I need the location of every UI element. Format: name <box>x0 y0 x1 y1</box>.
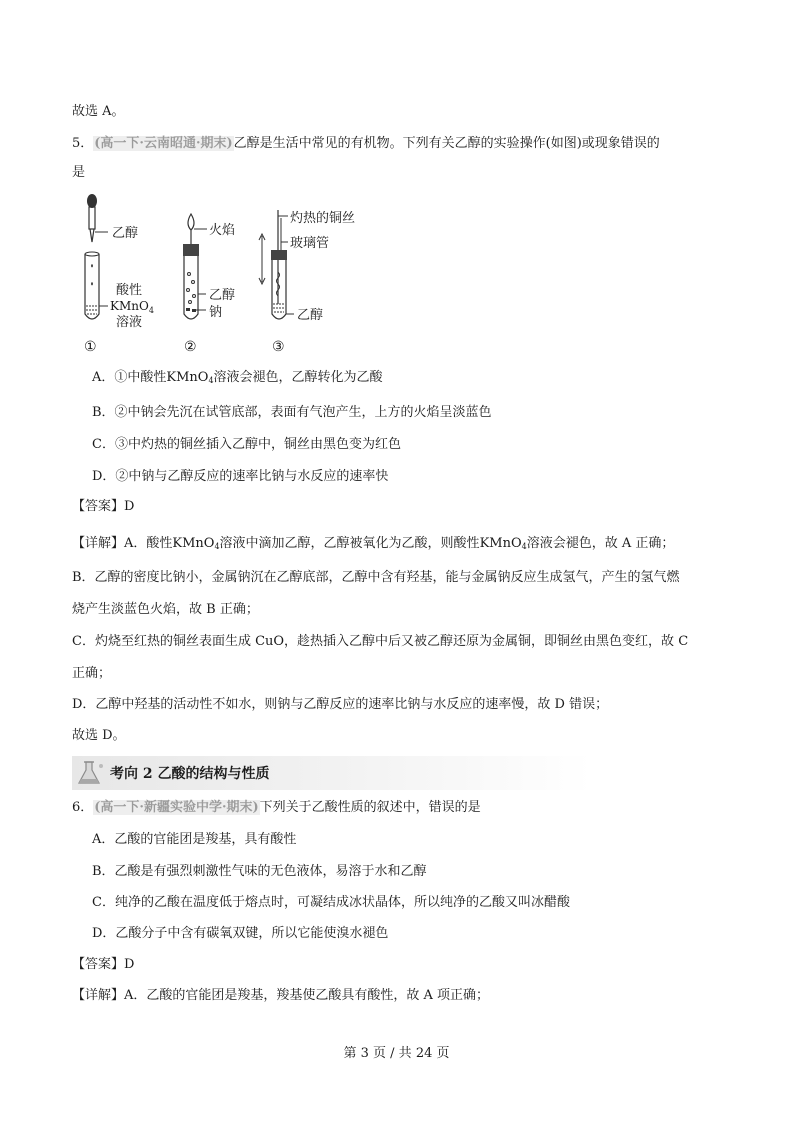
option-a: A．乙酸的官能团是羧基，具有酸性 <box>92 832 297 847</box>
option-b: B．乙酸是有强烈刺激性气味的无色液体，易溶于水和乙醇 <box>92 864 427 879</box>
question-text: 下列关于乙酸性质的叙述中，错误的是 <box>259 800 481 815</box>
explanation-b-cont: 烧产生淡蓝色火焰，故 B 正确； <box>72 602 259 617</box>
answer: 【答案】D <box>72 957 135 972</box>
section-header <box>72 756 732 790</box>
question-5-stem <box>72 134 660 154</box>
explanation-a: 【详解】A．乙酸的官能团是羧基，羧基使乙酸具有酸性，故 A 项正确； <box>72 988 490 1003</box>
text-line: 故选 A。 <box>72 104 125 119</box>
explanation-a: 【详解】A．酸性KMnO$_4$溶液中滴加乙醇，乙醇被氧化为乙酸，则酸性KMnO$_4$溶液会褪色，故 A 正确； <box>72 536 675 551</box>
question-number: 5． <box>72 136 94 151</box>
label-sodium: 钠 <box>209 305 223 320</box>
explanation-d: D．乙醇中羟基的活动性不如水，则钠与乙醇反应的速率比钠与水反应的速率慢，故 D 错误； <box>72 697 609 712</box>
label-acidic: 酸性 <box>116 283 143 298</box>
question-text: 乙醇是生活中常见的有机物。下列有关乙醇的实验操作(如图)或现象错误的 <box>233 136 660 151</box>
option-a: A．①中酸性KMnO$_4$溶液会褪色，乙醇转化为乙酸 <box>92 370 383 385</box>
tube-3 <box>259 210 294 319</box>
figure-number-2: ② <box>184 339 197 355</box>
section-title: 考向 2 乙酸的结构与性质 <box>110 766 270 782</box>
final-answer: 故选 D。 <box>72 728 126 743</box>
label-ethanol-2: 乙醇 <box>209 288 236 303</box>
label-ethanol-3: 乙醇 <box>297 308 324 323</box>
option-c: C．纯净的乙酸在温度低于熔点时，可凝结成冰状晶体，所以纯净的乙酸又叫冰醋酸 <box>92 895 570 910</box>
tube-1 <box>85 194 108 319</box>
source-tag: (高一下·云南昭通·期末) <box>94 136 233 151</box>
label-solution: 溶液 <box>116 315 143 330</box>
question-text-cont: 是 <box>72 165 86 180</box>
answer: 【答案】D <box>72 499 135 514</box>
tube-2 <box>183 214 207 319</box>
option-b: B．②中钠会先沉在试管底部，表面有气泡产生，上方的火焰呈淡蓝色 <box>92 405 492 420</box>
option-c: C．③中灼热的铜丝插入乙醇中，铜丝由黑色变为红色 <box>92 437 401 452</box>
page-footer: 第 3 页 / 共 24 页 <box>343 1046 450 1061</box>
figure-number-3: ③ <box>272 339 285 355</box>
figure-number-1: ① <box>84 339 97 355</box>
option-d: D．乙酸分子中含有碳氧双键，所以它能使溴水褪色 <box>92 926 389 941</box>
question-number: 6． <box>72 800 94 815</box>
label-glass-tube: 玻璃管 <box>290 236 330 251</box>
experiment-figure <box>72 192 372 357</box>
question-6-stem <box>72 798 481 818</box>
explanation-b: B．乙醇的密度比钠小，金属钠沉在乙醇底部，乙醇中含有羟基，能与金属钠反应生成氢气，产生的氢气燃 <box>72 570 680 585</box>
explanation-c: C．灼烧至红热的铜丝表面生成 CuO，趁热插入乙醇中后又被乙醇还原为金属铜，即铜丝由黑色变红，故 C <box>72 634 689 649</box>
label-flame: 火焰 <box>209 223 236 238</box>
label-kmno4: KMnO$_4$ <box>110 299 154 315</box>
flask-icon <box>76 759 106 787</box>
explanation-c-cont: 正确； <box>72 666 112 681</box>
option-d: D．②中钠与乙醇反应的速率比钠与水反应的速率快 <box>92 469 389 484</box>
source-tag: (高一下·新疆实验中学·期末) <box>94 800 259 815</box>
label-ethanol-1: 乙醇 <box>112 226 139 241</box>
label-copper-wire: 灼热的铜丝 <box>290 211 356 226</box>
